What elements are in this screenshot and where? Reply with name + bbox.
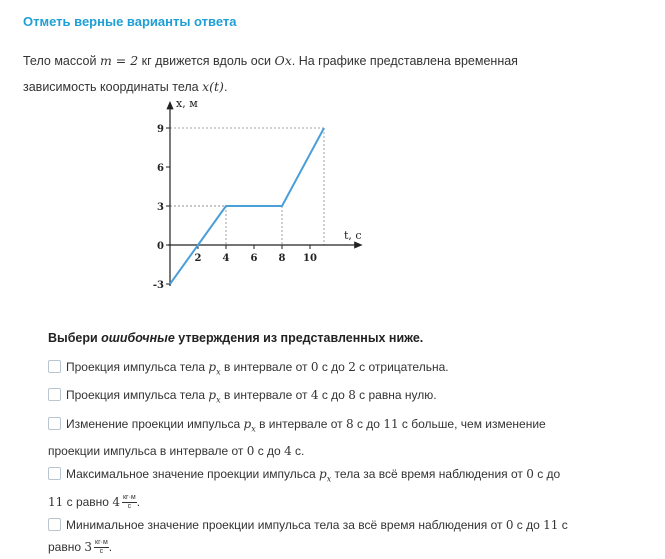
x-tick-label: 8 — [279, 253, 286, 264]
coordinate-time-graph — [140, 103, 380, 298]
x-axis-label: t, с — [344, 229, 362, 242]
y-tick-label: 0 — [157, 241, 164, 252]
y-tick-label: -3 — [153, 280, 164, 291]
x-tick-label: 10 — [303, 253, 317, 264]
option-2[interactable]: Проекция импульса тела $p_x$ в интервале от 4 с до 8 с равна нулю. — [48, 384, 608, 411]
unit-fraction: $\frac{кг\cdot м}{с}$ — [94, 539, 109, 556]
chart-svg — [140, 103, 380, 298]
option-4-checkbox[interactable] — [48, 467, 61, 480]
axis-name: Ox — [274, 53, 291, 68]
option-5-checkbox[interactable] — [48, 518, 61, 531]
option-1-checkbox[interactable] — [48, 360, 61, 373]
option-3[interactable]: Изменение проекции импульса $p_x$ в интервале от 8 с до 11 с больше, чем изменение проекции импульса в интервале от 0 с до 4 с. — [48, 413, 608, 462]
mass-expression: m = 2 — [100, 53, 138, 68]
y-tick-label: 6 — [157, 163, 164, 174]
question-title: Выбери ошибочные утверждения из представленных ниже. — [48, 331, 423, 345]
x-tick-label: 4 — [223, 253, 230, 264]
y-tick-label: 9 — [157, 124, 164, 135]
y-axis-label: x, м — [176, 97, 198, 110]
task-header: Отметь верные варианты ответа — [23, 14, 237, 29]
option-1[interactable]: Проекция импульса тела $p_x$ в интервале от 0 с до 2 с отрицательна. — [48, 356, 608, 383]
option-4[interactable]: Максимальное значение проекции импульса $p_x$ тела за всё время наблюдения от 0 с до 11 с равно 4 $\frac{кг\cdot м}{с}$ . — [48, 463, 608, 512]
x-tick-label: 6 — [251, 253, 258, 264]
series-line — [170, 128, 324, 284]
coordinate-function: x(t) — [202, 79, 224, 94]
option-2-checkbox[interactable] — [48, 388, 61, 401]
y-tick-label: 3 — [157, 202, 164, 213]
x-tick-label: 2 — [195, 253, 202, 264]
problem-statement: Тело массой m = 2 кг движется вдоль оси Ox. На графике представлена временная зависимость координаты тела x(t). — [23, 48, 623, 100]
answer-options — [48, 356, 608, 559]
option-3-checkbox[interactable] — [48, 417, 61, 430]
unit-fraction: $\frac{кг\cdot м}{с}$ — [122, 494, 137, 511]
option-5[interactable]: Минимальное значение проекции импульса тела за всё время наблюдения от 0 с до 11 с равно 3 $\frac{кг\cdot м}{с}$ . — [48, 514, 608, 558]
